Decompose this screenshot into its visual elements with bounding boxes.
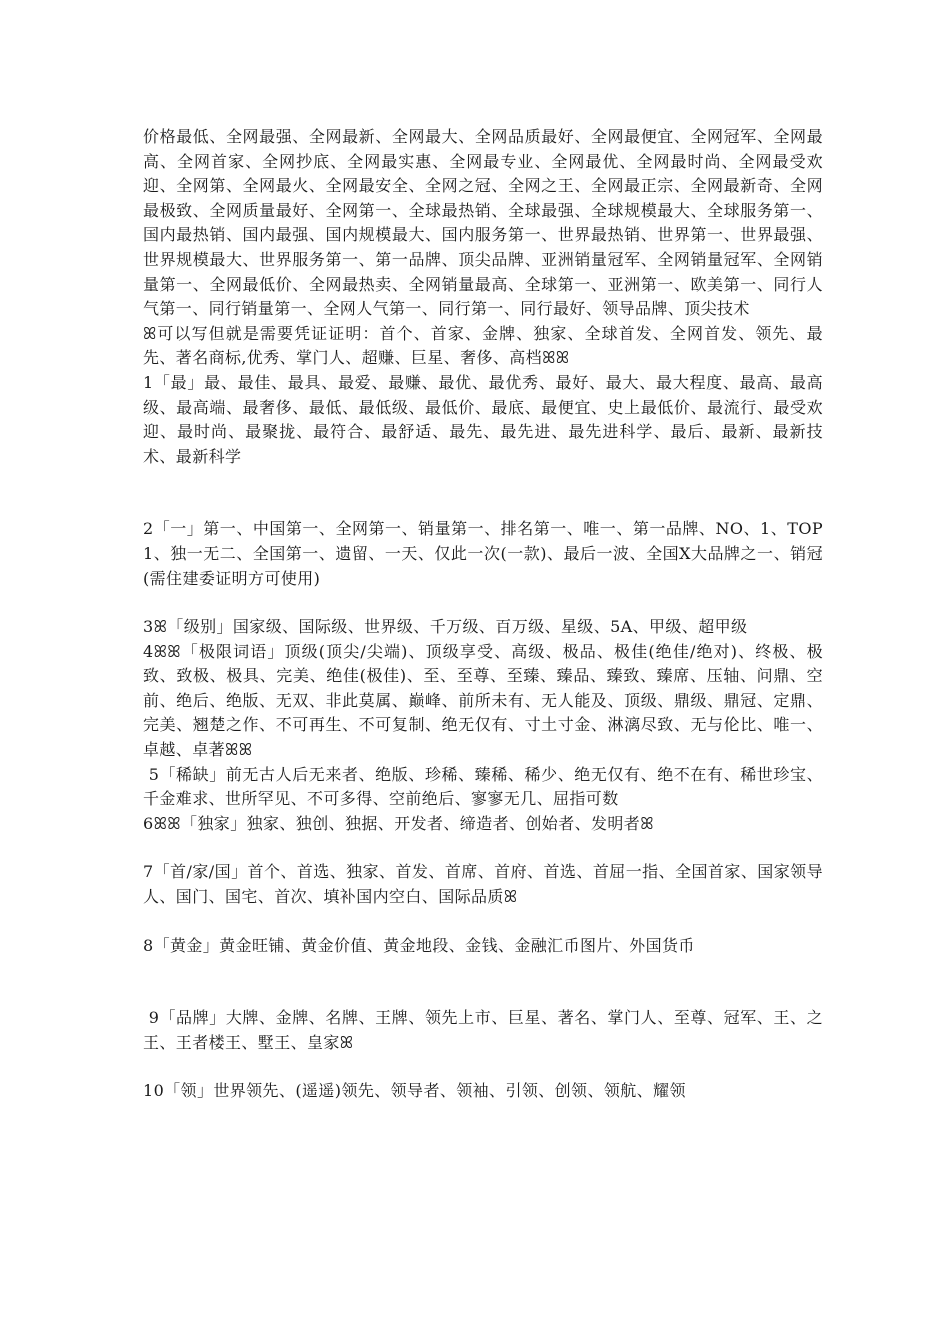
spacer	[143, 591, 823, 615]
paragraph-4-jixian: 4ꕤꕤ「极限词语」顶级(顶尖/尖端)、顶级享受、高级、极品、极佳(绝佳/绝对)、终极、极致、致极、极具、完美、绝佳(极佳)、至、至尊、至臻、臻品、臻致、臻席、压轴、问鼎、空前、绝后、绝版、无双、非此莫属、巅峰、前所未有、无人能及、顶级、鼎级、鼎冠、定鼎、完美、翘楚之作、不可再生、不可复制、绝无仅有、寸土寸金、淋漓尽致、无与伦比、唯一、卓越、卓著ꕤꕤ	[143, 641, 823, 760]
paragraph-6-dujia: 6ꕤꕤ「独家」独家、独创、独据、开发者、缔造者、创始者、发明者ꕤ	[143, 813, 654, 833]
spacer	[143, 836, 823, 860]
paragraph-5-xique: 5「稀缺」前无古人后无来者、绝版、珍稀、臻稀、稀少、绝无仅有、绝不在有、稀世珍宝、千金难求、世所罕见、不可多得、空前绝后、寥寥无几、屈指可数	[143, 764, 823, 809]
paragraph-1-zui: 1「最」最、最佳、最具、最爱、最赚、最优、最优秀、最好、最大、最大程度、最高、最高级、最高端、最奢侈、最低、最低级、最低价、最底、最便宜、史上最低价、最流行、最受欢迎、最时尚、最聚拢、最符合、最舒适、最先、最先进、最先进科学、最后、最新、最新技术、最新科学	[143, 372, 823, 466]
paragraph-9-pinpai: 9「品牌」大牌、金牌、名牌、王牌、领先上市、巨星、著名、掌门人、至尊、冠军、王、之王、王者楼王、墅王、皇家ꕤ	[143, 1008, 823, 1052]
spacer	[143, 469, 823, 517]
paragraph-2-yi: 2「一」第一、中国第一、全网第一、销量第一、排名第一、唯一、第一品牌、NO、1、TOP1、独一无二、全国第一、遗留、一天、仅此一次(一款)、最后一波、全国X大品牌之一、销冠(需住建委证明方可使用)	[143, 519, 823, 588]
paragraph-3-jibie: 3ꕤ「级别」国家级、国际级、世界级、千万级、百万级、星级、5A、甲级、超甲级	[143, 617, 748, 637]
paragraph-10-ling: 10「领」世界领先、(遥遥)领先、领导者、领袖、引领、创领、领航、耀领	[143, 1081, 686, 1101]
paragraph-8-huangjin: 8「黄金」黄金旺铺、黄金价值、黄金地段、金钱、金融汇币图片、外国货币	[143, 935, 695, 955]
paragraph-7-shou-jia-guo: 7「首/家/国」首个、首选、独家、首发、首席、首府、首选、首屈一指、全国首家、国家领导人、国门、国宅、首次、填补国内空白、国际品质ꕤ	[143, 862, 823, 907]
spacer	[143, 958, 823, 1006]
paragraph-requires-proof: ꕤ可以写但就是需要凭证证明：首个、首家、金牌、独家、全球首发、全网首发、领先、最先、著名商标,优秀、掌门人、超赚、巨星、奢侈、高档ꕤꕤ	[143, 323, 823, 368]
spacer	[143, 910, 823, 934]
spacer	[143, 1055, 823, 1079]
paragraph-absolute-terms-list: 价格最低、全网最强、全网最新、全网最大、全网品质最好、全网最便宜、全网冠军、全网最高、全网首家、全网抄底、全网最实惠、全网最专业、全网最优、全网最时尚、全网最受欢迎、全网第、全网最火、全网最安全、全网之冠、全网之王、全网最正宗、全网最新奇、全网最极致、全网质量最好、全网第一、全球最热销、全球最强、全球规模最大、全球服务第一、国内最热销、国内最强、国内规模最大、国内服务第一、世界最热销、世界第一、世界最强、世界规模最大、世界服务第一、第一品牌、顶尖品牌、亚洲销量冠军、全网销量冠军、全网销量第一、全网最低价、全网最热卖、全网销量最高、全球第一、亚洲第一、欧美第一、同行人气第一、同行销量第一、全网人气第一、同行第一、同行最好、领导品牌、顶尖技术	[143, 127, 823, 319]
document-body	[143, 125, 823, 1104]
